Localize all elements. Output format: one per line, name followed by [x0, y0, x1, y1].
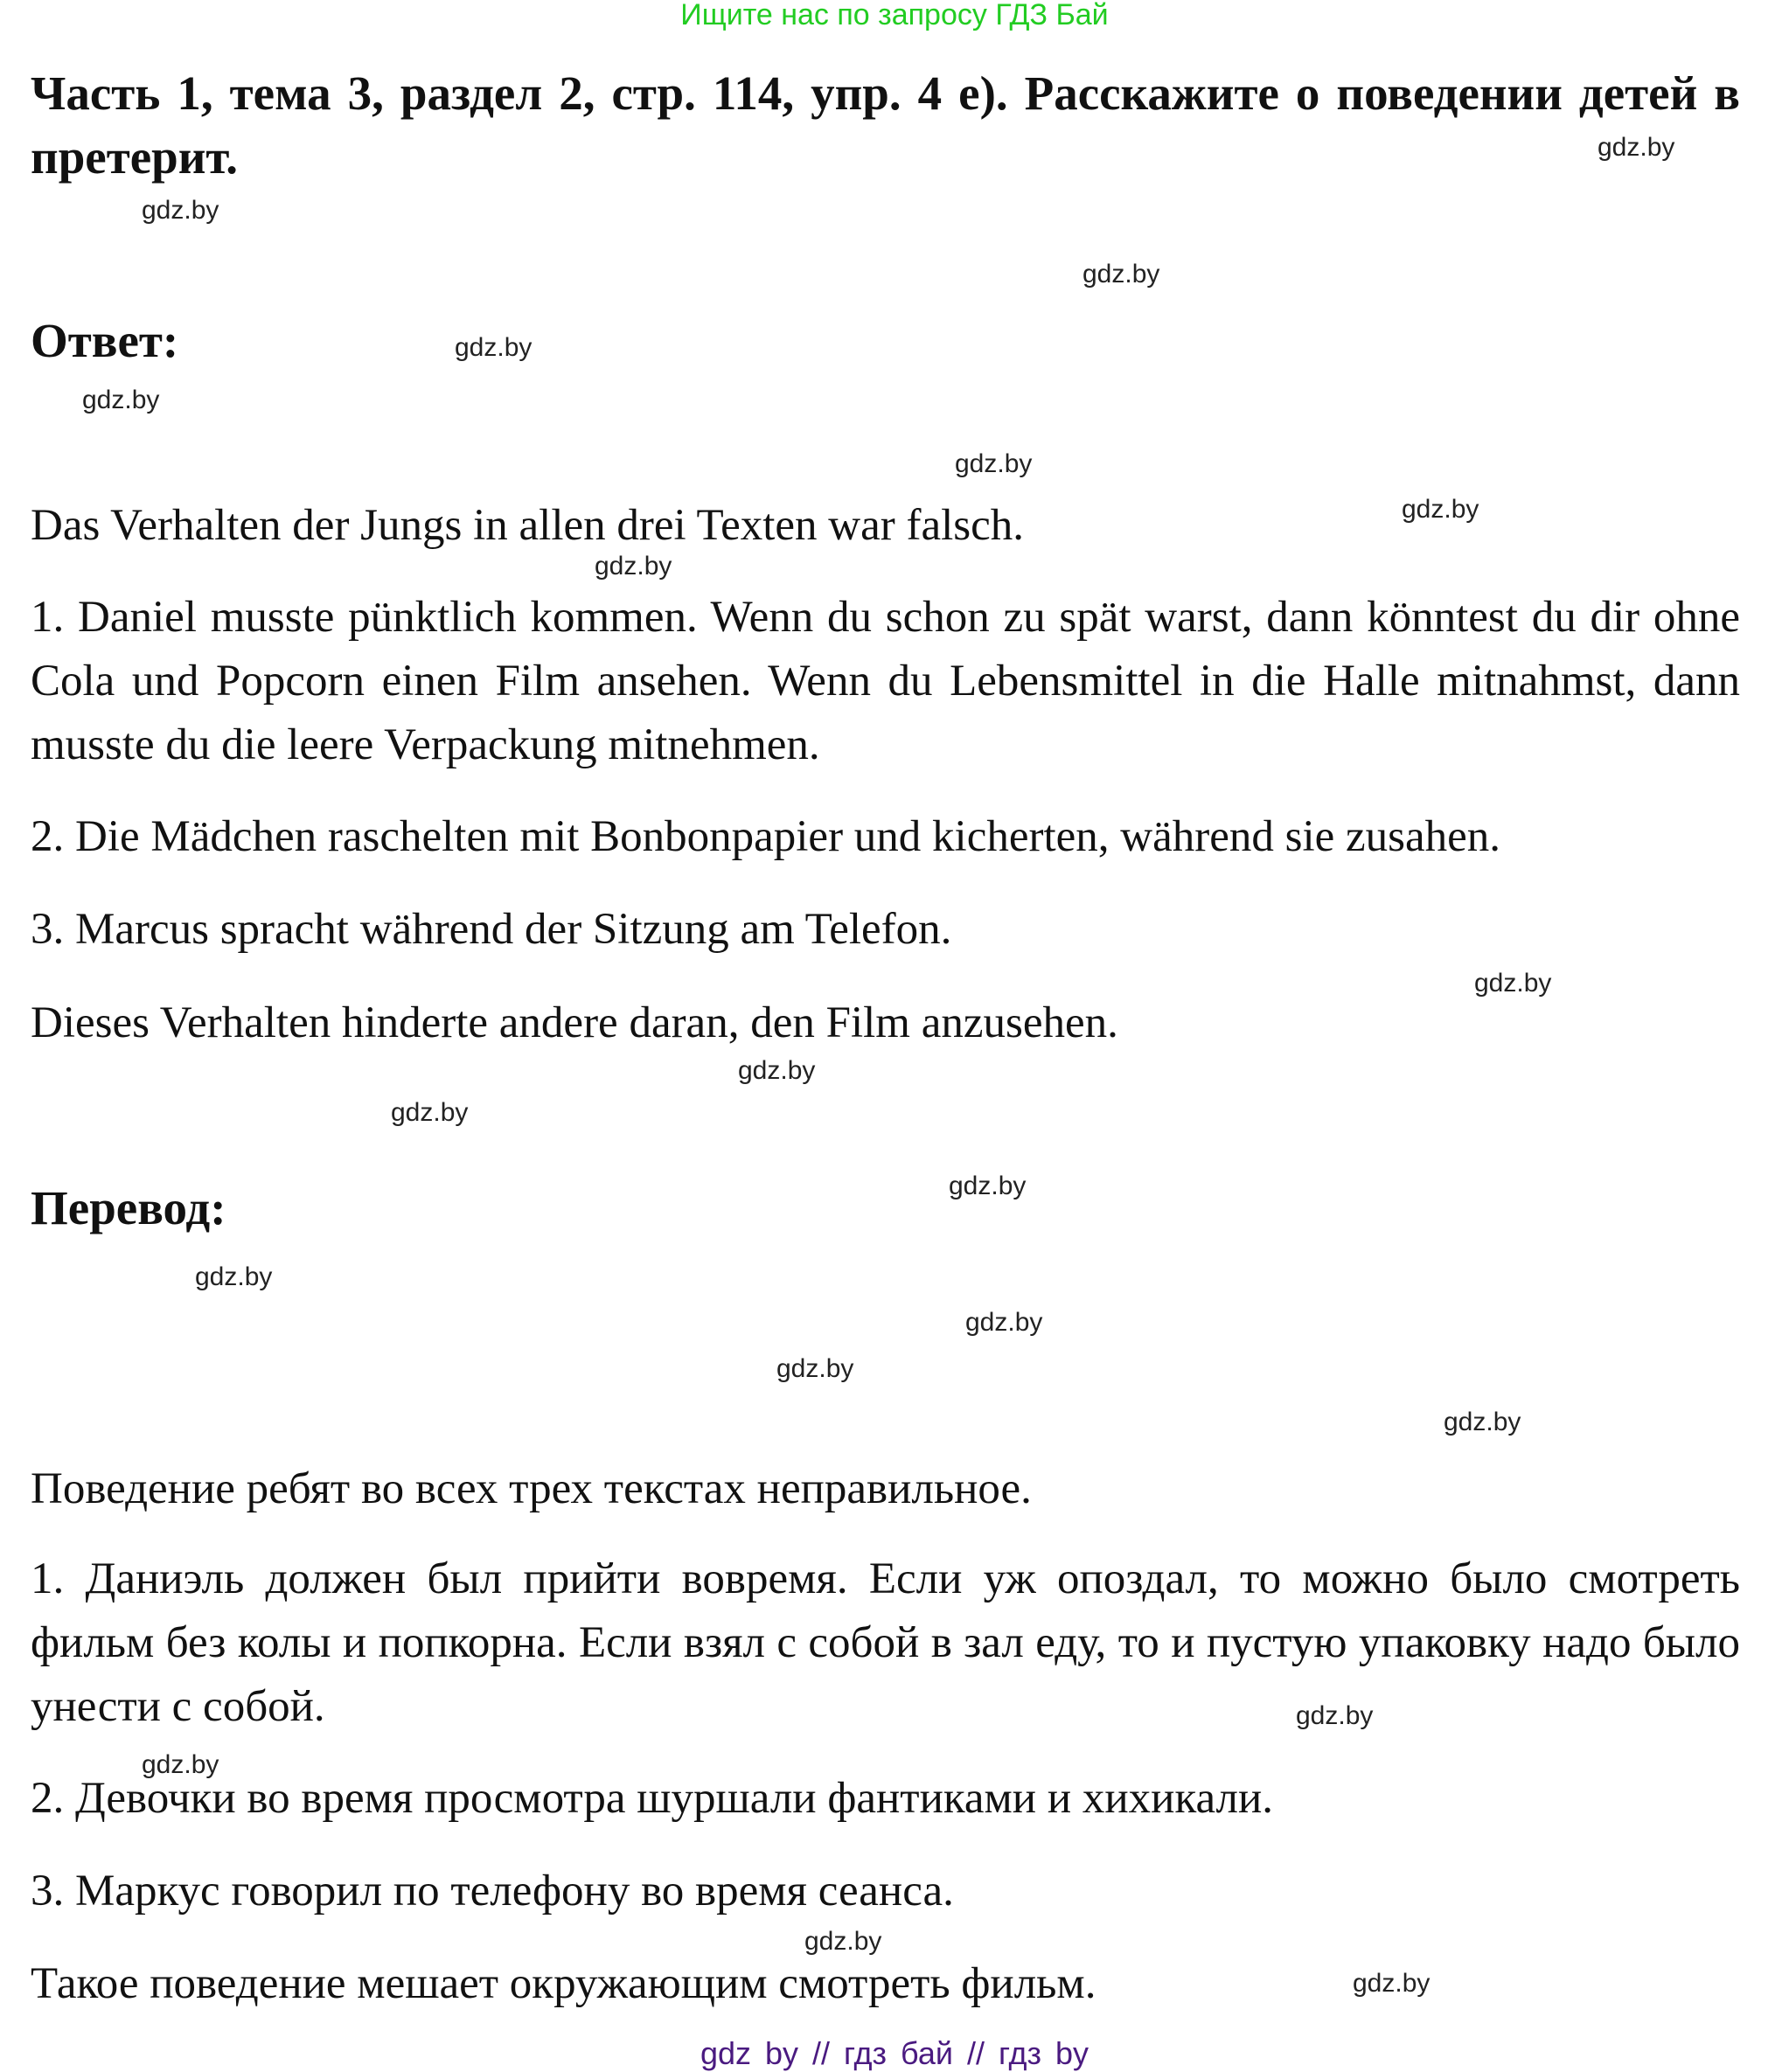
watermark: gdz.by — [1598, 133, 1675, 162]
translation-paragraph: 2. Девочки во время просмотра шуршали фантиками и хихикали. — [31, 1774, 1274, 1823]
answer-paragraph: Das Verhalten der Jungs in allen drei Texten war falsch. — [31, 501, 1025, 550]
watermark: gdz.by — [455, 333, 533, 362]
answer-paragraph: 1. Daniel musste pünktlich kommen. Wenn du schon zu spät warst, dann könntest du dir ohne Cola und Popcorn einen Film ansehen. Wenn du Lebensmittel in die Halle mitnahmst, dann musste du die leere Verpackung mitnehmen. — [31, 593, 1740, 769]
footer-links: gdz by // гдз бай // гдз by — [700, 2035, 1089, 2071]
watermark: gdz.by — [1474, 969, 1552, 998]
watermark: gdz.by — [1296, 1701, 1374, 1730]
watermark: gdz.by — [1402, 495, 1479, 524]
translation-paragraph: 3. Маркус говорил по телефону во время сеанса. — [31, 1867, 954, 1916]
watermark: gdz.by — [142, 196, 219, 225]
search-banner: Ищите нас по запросу ГДЗ Бай — [680, 0, 1109, 31]
watermark: gdz.by — [142, 1750, 219, 1779]
watermark: gdz.by — [804, 1927, 882, 1956]
answer-paragraph: 3. Marcus spracht während der Sitzung am Telefon. — [31, 905, 952, 954]
answer-heading: Ответ: — [31, 314, 179, 367]
watermark: gdz.by — [1353, 1969, 1431, 1998]
answer-paragraph: Dieses Verhalten hinderte andere daran, den Film anzusehen. — [31, 998, 1118, 1047]
watermark: gdz.by — [738, 1056, 816, 1085]
watermark: gdz.by — [776, 1354, 854, 1383]
translation-heading: Перевод: — [31, 1181, 226, 1234]
watermark: gdz.by — [955, 449, 1033, 478]
watermark: gdz.by — [595, 552, 672, 581]
translation-paragraph: Такое поведение мешает окружающим смотреть фильм. — [31, 1959, 1096, 2008]
translation-paragraph: 1. Даниэль должен был прийти вовремя. Если уж опоздал, то можно было смотреть фильм без колы и попкорна. Если взял с собой в зал еду, то и пустую упаковку надо было унести с собой. — [31, 1554, 1740, 1731]
watermark: gdz.by — [391, 1098, 469, 1127]
translation-paragraph: Поведение ребят во всех трех текстах неправильное. — [31, 1464, 1032, 1513]
watermark: gdz.by — [965, 1308, 1043, 1337]
watermark: gdz.by — [1082, 260, 1160, 289]
exercise-title: Часть 1, тема 3, раздел 2, стр. 114, упр. 4 е). Расскажите о поведении детей в претерит. — [31, 66, 1740, 184]
watermark: gdz.by — [195, 1262, 273, 1291]
answer-paragraph: 2. Die Mädchen raschelten mit Bonbonpapier und kicherten, während sie zusahen. — [31, 812, 1501, 861]
watermark: gdz.by — [1444, 1408, 1521, 1436]
watermark: gdz.by — [82, 386, 160, 414]
watermark: gdz.by — [949, 1172, 1027, 1200]
